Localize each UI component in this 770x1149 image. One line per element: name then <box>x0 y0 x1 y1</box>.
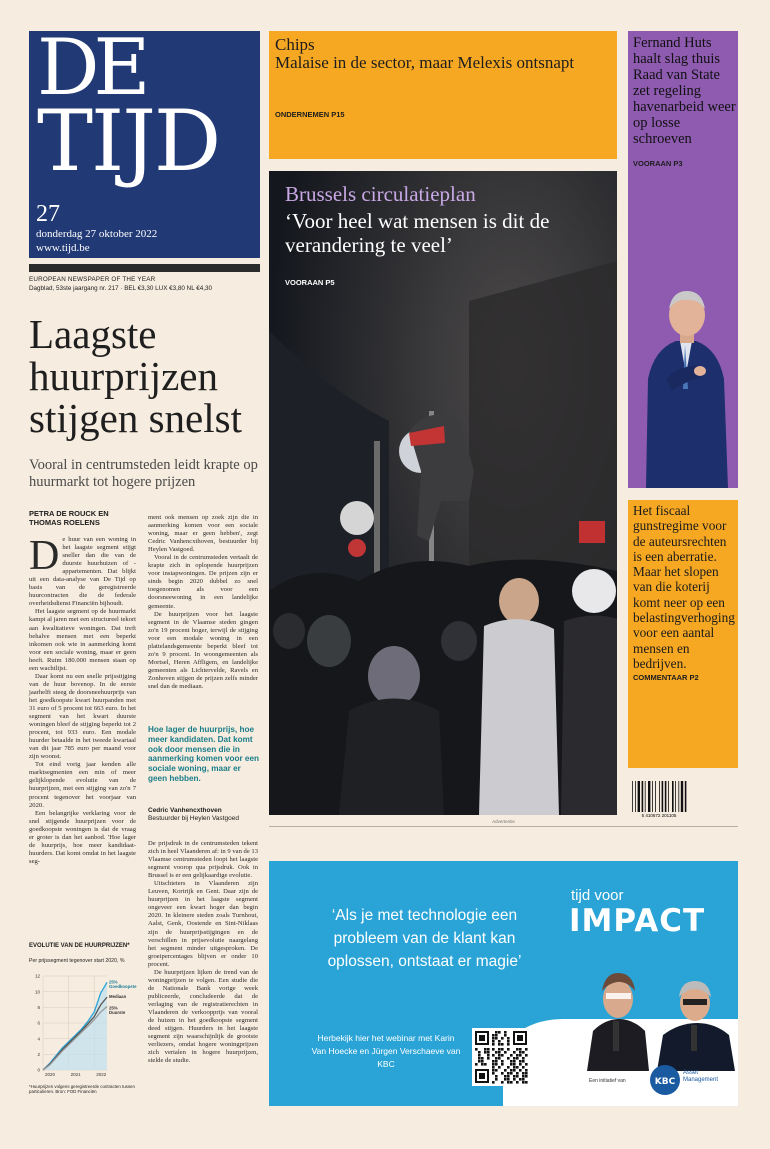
qr-module <box>504 1034 507 1037</box>
crowd-photo <box>269 171 617 815</box>
qr-module <box>525 1054 528 1057</box>
qr-module <box>525 1081 528 1084</box>
qr-module <box>475 1063 478 1066</box>
qr-module <box>495 1051 498 1054</box>
article-column-2 <box>148 514 258 691</box>
barcode-bar <box>668 781 669 812</box>
qr-module <box>519 1054 522 1057</box>
series-label: 25% Duurste <box>109 1005 126 1016</box>
qr-module <box>492 1054 495 1057</box>
qr-module <box>487 1057 490 1060</box>
qr-module <box>516 1057 519 1060</box>
qr-module <box>495 1060 498 1063</box>
masthead-rule <box>29 264 260 272</box>
ad-brand-big: IMPACT <box>569 903 706 939</box>
kbc-sub-line-2: Management <box>683 1077 719 1083</box>
site-url[interactable]: www.tijd.be <box>36 242 90 254</box>
barcode-bar <box>652 781 653 812</box>
photo-kicker: Brussels circulatieplan <box>285 182 476 206</box>
qr-module <box>507 1066 510 1069</box>
y-tick-label: 12 <box>34 973 40 979</box>
qr-module <box>519 1060 522 1063</box>
qr-module <box>481 1057 484 1060</box>
y-tick-label: 10 <box>34 989 40 995</box>
qr-module <box>504 1051 507 1054</box>
barcode-bar <box>632 781 633 812</box>
portrait-photo <box>636 269 736 488</box>
barcode-bar <box>672 781 674 812</box>
qr-module <box>492 1069 495 1072</box>
byline <box>29 509 109 527</box>
series-label: Mediaan <box>109 994 127 1000</box>
qr-module <box>495 1063 498 1066</box>
barcode-bar <box>659 781 660 812</box>
barcode-bar <box>645 781 646 812</box>
qr-module <box>495 1031 498 1034</box>
qr-module <box>492 1072 495 1075</box>
qr-module <box>519 1063 522 1066</box>
teaser-page-ref: VOORAAN P3 <box>633 159 683 168</box>
teaser-chips[interactable] <box>269 31 617 159</box>
qr-module <box>525 1069 528 1072</box>
masthead-logo[interactable] <box>29 23 260 258</box>
qr-module <box>504 1078 507 1081</box>
qr-module <box>513 1063 516 1066</box>
qr-module <box>510 1072 513 1075</box>
paragraph: Vooral in de centrumsteden vertaalt de krapte zich in oplopende huurprijzen voor instapwoningen. De prijzen zijn er sinds begin 2020 dubbel zo snel toegenomen als voor een doorsneewoning in een landelijke gemeente. <box>148 554 258 610</box>
paragraph: De huurprijzen voor het laagste segment in de Vlaamse steden gingen zo'n 19 procent hoger, terwijl de stijging voor een modale woning in een plattelandsgemeente beperkt bleef tot zo'n 9 procent. In woongemeenten als Mortsel, Heren Affligem, en landelijke gemeenten als Lichtervelde, Ravels en Zonhoven stijgen de prijzen zelfs minder snel dan de mediaan. <box>148 610 258 690</box>
qr-module <box>481 1060 484 1063</box>
qr-module <box>510 1054 513 1057</box>
qr-code-icon[interactable] <box>472 1028 530 1086</box>
qr-module <box>510 1060 513 1063</box>
qr-module <box>495 1075 498 1078</box>
barcode-bar <box>635 781 636 812</box>
qr-module <box>507 1057 510 1060</box>
barcode <box>630 780 688 818</box>
edition-info: Dagblad, 53ste jaargang nr. 217 · BEL €3,30 LUX €3,80 NL €4,30 <box>29 285 212 292</box>
qr-module <box>513 1060 516 1063</box>
teaser-headline: Malaise in de sector, maar Melexis ontsnapt <box>275 53 575 72</box>
x-tick-label: 2021 <box>70 1072 81 1077</box>
qr-module <box>495 1057 498 1060</box>
ad-quote: ‘Als je met technologie een probleem van de klant kan oplossen, ontstaat er magie’ <box>327 907 522 970</box>
commentary-text: Het fiscaal gunstregime voor de auteursrechten is een aberratie. Maar het slopen van die koterij komt neer op een belastingverhoging voor een aantal mensen en bedrijven. <box>633 503 735 671</box>
qr-module <box>492 1066 495 1069</box>
qr-module <box>510 1081 513 1084</box>
photo-page-ref: VOORAAN P5 <box>285 278 335 287</box>
qr-module <box>501 1043 504 1046</box>
qr-module <box>507 1037 510 1040</box>
logo-line-1: DE <box>37 23 145 113</box>
qr-module <box>507 1081 510 1084</box>
barcode-bar <box>675 781 676 812</box>
qr-module <box>513 1075 516 1078</box>
qr-module <box>516 1048 519 1051</box>
qr-module <box>479 1035 485 1041</box>
y-tick-label: 4 <box>37 1036 40 1042</box>
barcode-bar <box>685 781 687 812</box>
x-tick-label: 2022 <box>96 1072 107 1077</box>
qr-module <box>498 1043 501 1046</box>
barcode-bar <box>642 781 644 812</box>
advertisement[interactable] <box>269 861 738 1106</box>
qr-module <box>492 1037 495 1040</box>
kbc-logo-text: KBC <box>654 1077 676 1087</box>
kbc-sub-line-1: Asset <box>683 1070 699 1076</box>
qr-module <box>516 1066 519 1069</box>
qr-module <box>492 1060 495 1063</box>
qr-module <box>492 1063 495 1066</box>
qr-module <box>516 1054 519 1057</box>
teaser-headline: Fernand Huts haalt slag thuis Raad van State zet regeling havenarbeid weer op losse schroeven <box>633 35 736 147</box>
byline-line-2: THOMAS ROELENS <box>29 518 100 527</box>
qr-module <box>498 1066 501 1069</box>
qr-module <box>492 1040 495 1043</box>
qr-module <box>522 1051 525 1054</box>
qr-module <box>498 1048 501 1051</box>
teaser-page-ref: ONDERNEMEN P15 <box>275 110 345 119</box>
qr-module <box>519 1048 522 1051</box>
qr-module <box>504 1031 507 1034</box>
main-subhead: Vooral in centrumsteden leidt krapte op huurmarkt tot hogere prijzen <box>29 457 258 490</box>
qr-module <box>484 1051 487 1054</box>
chart-source-note: *Huurprijzen volgens geregistreerde contracten tussen particulieren. Bron: FOD Financiën <box>29 1084 135 1094</box>
qr-module <box>478 1057 481 1060</box>
qr-module <box>504 1075 507 1078</box>
qr-module <box>507 1075 510 1078</box>
qr-module <box>510 1063 513 1066</box>
qr-module <box>517 1035 523 1041</box>
qr-module <box>501 1037 504 1040</box>
barcode-bar <box>648 781 650 812</box>
qr-module <box>522 1078 525 1081</box>
chart-title: EVOLUTIE VAN DE HUURPRIJZEN* <box>29 943 130 949</box>
y-tick-label: 0 <box>37 1067 40 1073</box>
ad-brand-small: tijd voor <box>571 887 624 904</box>
qr-module <box>487 1054 490 1057</box>
series-label: 25% Goedkoopste <box>109 979 137 989</box>
article-column-3 <box>148 840 258 1065</box>
qr-module <box>519 1051 522 1054</box>
qr-module <box>501 1054 504 1057</box>
qr-module <box>513 1066 516 1069</box>
teaser-huts[interactable] <box>628 31 738 488</box>
qr-module <box>487 1048 490 1051</box>
qr-module <box>516 1081 519 1084</box>
qr-module <box>525 1048 528 1051</box>
qr-module <box>513 1051 516 1054</box>
qr-module <box>492 1034 495 1037</box>
qr-module <box>507 1072 510 1075</box>
main-headline[interactable]: Laagste huurprijzen stijgen snelst <box>29 311 242 441</box>
barcode-bar <box>638 781 640 812</box>
barcode-bar <box>681 781 683 812</box>
kbc-logo-icon[interactable] <box>649 1064 681 1096</box>
qr-module <box>522 1075 525 1078</box>
qr-module <box>525 1063 528 1066</box>
paragraph: ment ook mensen op zoek zijn die in aanmerking komen voor een sociale woning, maar er geen hebben', zegt Cedric Vanhencxthoven, bestuurder bij Heylen Vastgoed. <box>148 514 258 554</box>
qr-module <box>492 1081 495 1084</box>
qr-module <box>507 1043 510 1046</box>
issue-number: 27 <box>36 201 60 227</box>
qr-module <box>522 1057 525 1060</box>
quote-author: Cedric Vanhencxthoven <box>148 807 222 814</box>
qr-module <box>513 1078 516 1081</box>
qr-module <box>475 1048 478 1051</box>
pull-quote: Hoe lager de huurprijs, hoe meer kandidaten. Dat komt ook door mensen die in aanmerking komen voor een sociale woning, maar er geen hebben. <box>148 725 260 783</box>
qr-module <box>495 1069 498 1072</box>
paragraph: Een belangrijke verklaring voor de snel stijgende huurprijzen voor de goedkoopste woningen is dat de vraag er groter is dan het aanbod. 'Hoe lager de huurprijs, hoe meer kandidaat-huurders. Dat komt omdat in het laagste seg- <box>29 809 136 865</box>
paragraph: Uitschieters in Vlaanderen zijn Leuven, Kortrijk en Gent. Daar zijn de huurprijzen in het laagste segment ongeveer een kwart hoger dan begin 2020. In kleinere steden zoals Turnhout, Aalst, Genk, Oostende en Sint-Niklaas zijn de huurprijsstijgingen en de verschillen in prijsevolutie naargelang het segment minder uitgesproken. De groeipercentages blijven er onder 10 procent. <box>148 880 258 968</box>
qr-module <box>498 1031 501 1034</box>
speakers-photo <box>587 961 737 1071</box>
barcode-bar <box>655 781 656 812</box>
qr-module <box>498 1040 501 1043</box>
qr-module <box>525 1075 528 1078</box>
commentary-box[interactable] <box>628 500 738 768</box>
qr-module <box>492 1048 495 1051</box>
advertisement-label: Advertentie <box>492 819 515 824</box>
paragraph: Tot eind vorig jaar kenden alle marktsegmenten een min of meer gelijklopende evolutie van de huurprijzen, met een stijging van zo'n 7 procent tegenover het voorjaar van 2020. <box>29 761 136 809</box>
article-column-1 <box>29 533 136 866</box>
y-tick-label: 8 <box>37 1004 40 1010</box>
paragraph: De prijsdruk in de centrumsteden tekent zich in heel Vlaanderen af: in 9 van de 13 Vlaamse centrumsteden loopt het laagste segment voorop qua prijsdruk. Ook in Brussel is er een gelijkaardige evolutie. <box>148 840 258 880</box>
x-tick-label: 2020 <box>44 1072 56 1077</box>
byline-line-1: PETRA DE ROUCK EN <box>29 509 109 518</box>
rent-price-chart <box>29 970 141 1082</box>
qr-module <box>525 1072 528 1075</box>
qr-module <box>519 1069 522 1072</box>
lead-photo[interactable] <box>269 171 617 815</box>
qr-module <box>484 1063 487 1066</box>
logo-line-2: TIJD <box>37 92 220 190</box>
ad-initiative-label: Een initiatief van <box>589 1078 626 1084</box>
qr-module <box>478 1054 481 1057</box>
qr-module <box>516 1075 519 1078</box>
qr-module <box>522 1081 525 1084</box>
paragraph: Het laagste segment op de huurmarkt kampt al jaren met een structureel tekort aan kwalitatieve woningen. Dat treft behalve mensen met een beperkt inkomen ook wie in aanmerking komt voor een sociale woning, maar er geen heeft. Ruim 180.000 mensen staan op een wachtlijst. <box>29 608 136 672</box>
barcode-number: 5 410672 201105 <box>641 813 677 818</box>
ad-cta[interactable]: Herbekijk hier het webinar met Karin Van Hoecke en Jürgen Verschaeve van KBC <box>311 1033 461 1069</box>
barcode-bar <box>678 781 679 812</box>
divider <box>269 826 738 827</box>
qr-module <box>519 1078 522 1081</box>
paragraph: Daar komt nu een snelle prijsstijging van de huur bovenop. In de eerste jaarhelft steeg de doorsneehuurprijs van het goedkoopste kwart huurpanden met 31 euro of 5 procent tot 663 euro. In het segment van het kwart duurste woningen bleef de stijging beperkt tot 2 procent, tot 933 euro. Een modale huurder betaalde in het tweede kwartaal van dit jaar 785 euro per maand voor zijn woonst. <box>29 672 136 761</box>
quote-attribution <box>148 807 239 823</box>
qr-module <box>492 1043 495 1046</box>
kbc-sub-label <box>683 1070 718 1084</box>
y-tick-label: 6 <box>37 1020 40 1026</box>
qr-module <box>501 1081 504 1084</box>
chart-subtitle: Per prijssegment tegenover start 2020, % <box>29 958 125 964</box>
qr-module <box>522 1060 525 1063</box>
qr-module <box>498 1057 501 1060</box>
qr-module <box>513 1069 516 1072</box>
qr-module <box>495 1078 498 1081</box>
qr-module <box>478 1051 481 1054</box>
issue-date: donderdag 27 oktober 2022 <box>36 228 158 240</box>
commentary-page-ref: COMMENTAAR P2 <box>633 673 699 682</box>
series-area <box>43 982 107 1070</box>
teaser-kicker: Chips <box>275 35 315 54</box>
barcode-bar <box>665 781 667 812</box>
qr-module <box>522 1066 525 1069</box>
qr-module <box>495 1037 498 1040</box>
qr-module <box>498 1051 501 1054</box>
qr-module <box>507 1040 510 1043</box>
qr-module <box>495 1034 498 1037</box>
y-tick-label: 2 <box>37 1051 40 1057</box>
photo-headline: ‘Voor heel wat mensen is dit de verandering te veel’ <box>285 209 550 257</box>
qr-module <box>522 1072 525 1075</box>
qr-module <box>516 1072 519 1075</box>
qr-module <box>481 1063 484 1066</box>
qr-module <box>501 1063 504 1066</box>
qr-module <box>513 1057 516 1060</box>
drop-cap: D <box>29 533 60 579</box>
qr-module <box>479 1073 485 1079</box>
quote-role: Bestuurder bij Heylen Vastgoed <box>148 815 239 822</box>
paragraph: De huurprijzen lijken de trend van de woningprijzen te volgen. Een studie die de Nationale Bank vorige week publiceerde, concludeerde dat de verlaging van de registratierechten in Vlaanderen de verkoopprijs van vooral de huizen in het goedkoopste segment deed stijgen. Huurders in het laagste segment zijn waarschijnlijk de grootste verliezers, omdat hogere woningprijzen zich vertalen in hogere huurprijzen, stelde de studie. <box>148 968 258 1065</box>
qr-module <box>487 1051 490 1054</box>
qr-module <box>501 1048 504 1051</box>
qr-module <box>501 1060 504 1063</box>
barcode-bar <box>662 781 664 812</box>
qr-module <box>498 1054 501 1057</box>
qr-module <box>507 1048 510 1051</box>
qr-module <box>507 1078 510 1081</box>
qr-module <box>510 1069 513 1072</box>
qr-module <box>501 1072 504 1075</box>
award-tagline: EUROPEAN NEWSPAPER OF THE YEAR <box>29 276 156 283</box>
qr-module <box>504 1069 507 1072</box>
qr-module <box>478 1060 481 1063</box>
paragraph: e huur van een woning in het laagste segment stijgt sneller dan die van de duurste huurhuizen of -appartementen. Dat blijkt uit een data-analyse van De Tijd op basis van de geregistreerde huurcontracten die de federale overheidsdienst Financiën bijhoudt. <box>29 536 136 608</box>
qr-module <box>484 1048 487 1051</box>
